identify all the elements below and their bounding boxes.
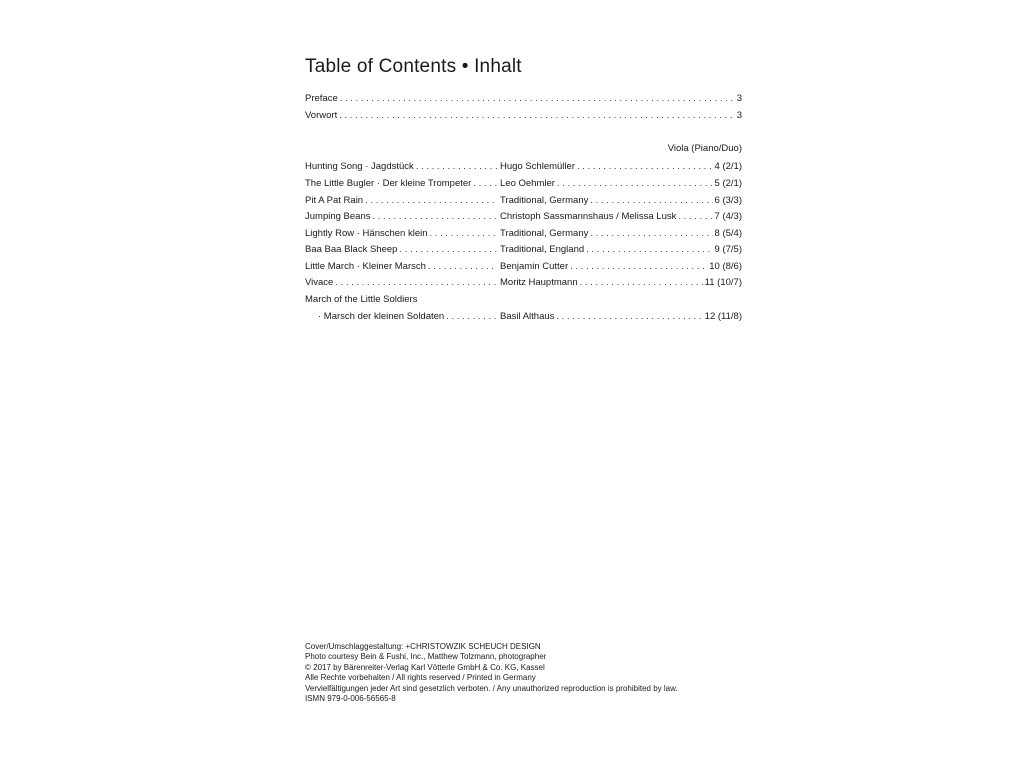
entry-composer: Basil Althaus	[500, 311, 555, 322]
entry-composer: Traditional, Germany	[500, 195, 589, 206]
toc-entry	[305, 161, 742, 175]
toc-entry	[305, 178, 742, 192]
credit-line: ISMN 979-0-006-56565-8	[305, 694, 396, 704]
entry-page: 4 (2/1)	[714, 161, 742, 172]
entry-subtitle: · Marsch der kleinen Soldaten	[318, 311, 445, 322]
toc-entry	[305, 261, 742, 275]
entry-composer: Traditional, Germany	[500, 228, 589, 239]
dot-leader	[372, 211, 497, 222]
toc-entry	[305, 311, 742, 325]
imprint-credits	[305, 642, 678, 704]
entry-title: Hunting Song · Jagdstück	[305, 161, 414, 172]
entry-page: 7 (4/3)	[714, 211, 742, 222]
entry-composer: Moritz Hauptmann	[500, 277, 578, 288]
toc-entry	[305, 277, 742, 291]
dot-leader	[430, 228, 497, 239]
entry-title: March of the Little Soldiers	[305, 294, 418, 305]
dot-leader	[365, 195, 497, 206]
entry-page: 12 (11/8)	[704, 311, 742, 322]
dot-leader	[590, 228, 712, 239]
dot-leader	[570, 261, 707, 272]
toc-line-page: 3	[736, 93, 742, 104]
credit-line: Photo courtesy Bein & Fushi, Inc., Matthew Tolzmann, photographer	[305, 652, 547, 662]
entry-title: Little March · Kleiner Marsch	[305, 261, 426, 272]
dot-leader	[557, 178, 713, 189]
entry-title: Lightly Row · Hänschen klein	[305, 228, 428, 239]
entry-title: Baa Baa Black Sheep	[305, 244, 398, 255]
entry-page: 11 (10/7)	[704, 277, 742, 288]
dot-leader	[586, 244, 712, 255]
entry-composer: Leo Oehmler	[500, 178, 555, 189]
dot-leader	[399, 244, 497, 255]
dot-leader	[416, 161, 497, 172]
entry-composer: Benjamin Cutter	[500, 261, 569, 272]
dot-leader	[340, 93, 735, 104]
toc-entry	[305, 228, 742, 242]
dot-leader	[678, 211, 712, 222]
credit-line: © 2017 by Bärenreiter-Verlag Karl Vötterle GmbH & Co. KG, Kassel	[305, 662, 545, 672]
toc-entry-heading	[305, 294, 742, 308]
entry-composer: Traditional, England	[500, 244, 585, 255]
toc-line-vorwort	[305, 110, 742, 121]
toc-entry	[305, 195, 742, 209]
entry-page: 10 (8/6)	[709, 261, 742, 272]
toc-line-preface	[305, 93, 742, 104]
entry-title: Pit A Pat Rain	[305, 195, 364, 206]
toc-entry	[305, 211, 742, 225]
dot-leader	[556, 311, 702, 322]
toc-line-label: Vorwort	[305, 110, 338, 121]
page-title: Table of Contents • Inhalt	[305, 56, 522, 77]
toc-line-page: 3	[736, 110, 742, 121]
column-header: Viola (Piano/Duo)	[667, 143, 742, 154]
entry-page: 8 (5/4)	[714, 228, 742, 239]
entry-title: The Little Bugler · Der kleine Trompeter	[305, 178, 472, 189]
entry-composer: Hugo Schlemüller	[500, 161, 575, 172]
dot-leader	[590, 195, 712, 206]
entry-title: Vivace	[305, 277, 334, 288]
dot-leader	[339, 110, 734, 121]
dot-leader	[473, 178, 497, 189]
toc-entry	[305, 244, 742, 258]
credit-line: Alle Rechte vorbehalten / All rights reserved / Printed in Germany	[305, 673, 536, 683]
dot-leader	[580, 277, 703, 288]
dot-leader	[428, 261, 497, 272]
toc-line-label: Preface	[305, 93, 338, 104]
credit-line: Cover/Umschlaggestaltung: +CHRISTOWZIK SCHEUCH DESIGN	[305, 642, 541, 651]
entry-title: Jumping Beans	[305, 211, 371, 222]
entry-composer: Christoph Sassmannshaus / Melissa Lusk	[500, 211, 677, 222]
dot-leader	[577, 161, 713, 172]
entry-page: 5 (2/1)	[714, 178, 742, 189]
entry-page: 9 (7/5)	[714, 244, 742, 255]
credit-line: Vervielfältigungen jeder Art sind gesetzlich verboten. / Any unauthorized reproduction is prohibited by law.	[305, 683, 678, 693]
dot-leader	[446, 311, 497, 322]
dot-leader	[335, 277, 497, 288]
entry-page: 6 (3/3)	[714, 195, 742, 206]
